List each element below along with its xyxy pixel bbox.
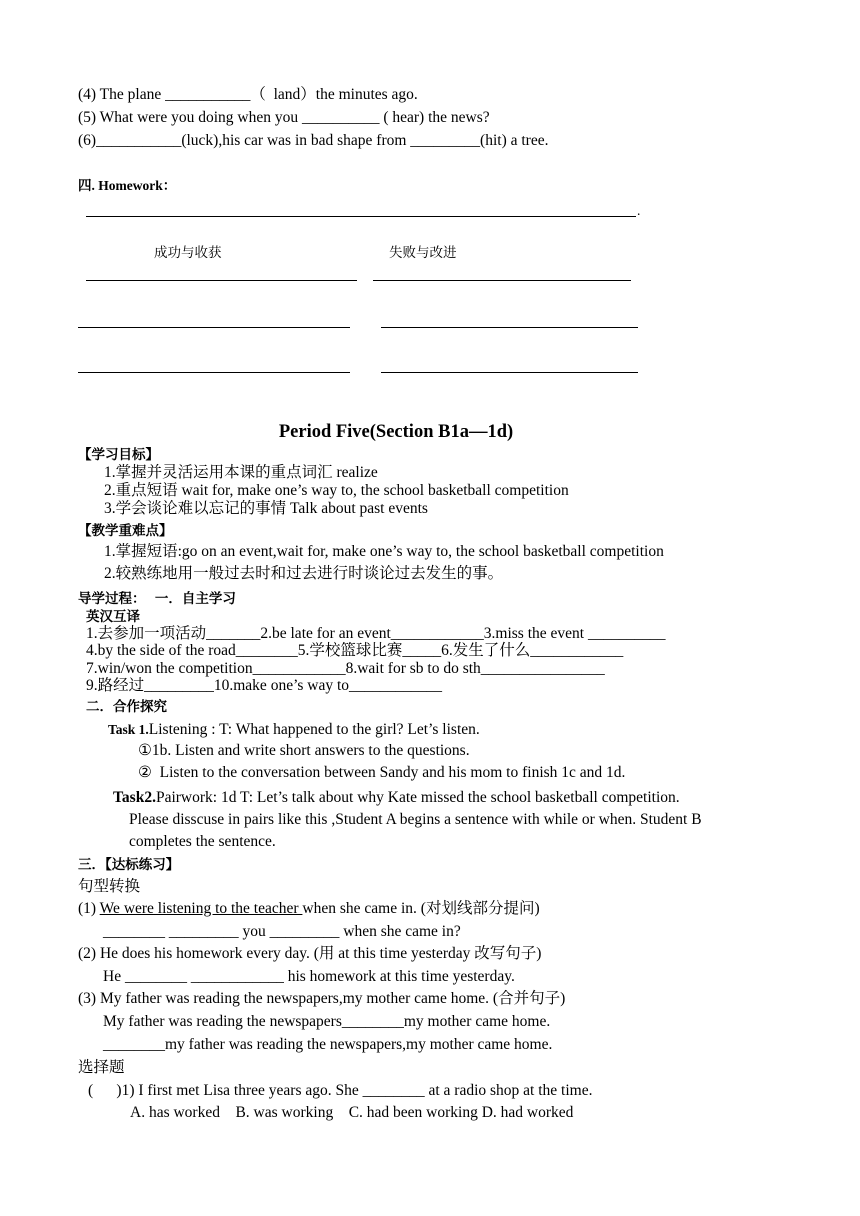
translate-row: 1.去参加一项活动_______2.be late for an event____________3.miss the event __________ bbox=[86, 625, 666, 642]
task1-label: Task 1. bbox=[108, 722, 149, 737]
task1-text: Listening : T: What happened to the girl? Let’s listen. bbox=[148, 721, 480, 738]
goals-heading: 【学习目标】 bbox=[78, 447, 159, 463]
question-1-answer: ________ _________ you _________ when she came in? bbox=[103, 923, 461, 940]
translate-row: 7.win/won the competition____________8.wait for sb to do sth________________ bbox=[86, 660, 605, 677]
task2-desc-1: Please disscuse in pairs like this ,Student A begins a sentence with while or when. Student B bbox=[129, 811, 702, 828]
period-title: Period Five(Section B1a—1d) bbox=[278, 422, 514, 442]
key-item: 1.掌握短语:go on an event,wait for, make one’s way to, the school basketball competition bbox=[104, 543, 664, 560]
question-2: (2) He does his homework every day. (用 at this time yesterday 改写句子) bbox=[78, 945, 542, 962]
key-item: 2.较熟练地用一般过去时和过去进行时谈论过去发生的事。 bbox=[104, 565, 504, 582]
translate-row: 9.路经过_________10.make one’s way to____________ bbox=[86, 677, 443, 694]
task2-label: Task2. bbox=[113, 789, 156, 806]
task2-text: Pairwork: 1d T: Let’s talk about why Kate missed the school basketball competition. bbox=[155, 789, 680, 806]
exercise-line-5: (5) What were you doing when you __________ ( hear) the news? bbox=[78, 109, 490, 126]
task2-line bbox=[113, 789, 680, 807]
success-rule-2 bbox=[78, 327, 350, 328]
homework-heading: 四. Homework： bbox=[78, 178, 177, 193]
question-3: (3) My father was reading the newspapers,my mother came home. (合并句子) bbox=[78, 990, 566, 1007]
question-1-underlined: We were listening to the teacher bbox=[99, 900, 303, 917]
translate-row: 4.by the side of the road________5.学校篮球比赛_____6.发生了什么____________ bbox=[86, 642, 624, 659]
failure-rule-3 bbox=[381, 372, 638, 373]
question-2-answer: He ________ ____________ his homework at this time yesterday. bbox=[103, 968, 515, 985]
question-1 bbox=[78, 900, 540, 918]
practice-heading: 三．【达标练习】 bbox=[78, 857, 180, 873]
failure-rule-2 bbox=[381, 327, 638, 328]
goal-item: 1.掌握并灵活运用本课的重点词汇 realize bbox=[104, 464, 378, 481]
homework-rule bbox=[86, 216, 636, 217]
question-3-answer-1: My father was reading the newspapers________my mother came home. bbox=[103, 1013, 551, 1030]
choice-subheading: 选择题 bbox=[78, 1058, 125, 1076]
failure-rule-1 bbox=[373, 280, 631, 281]
key-heading: 【教学重难点】 bbox=[78, 523, 173, 539]
success-rule-3 bbox=[78, 372, 350, 373]
goal-item: 2.重点短语 wait for, make one’s way to, the school basketball competition bbox=[104, 482, 569, 499]
translate-subheading: 英汉互译 bbox=[86, 609, 140, 625]
success-rule-1 bbox=[86, 280, 357, 281]
question-1-rest: when she came in. (对划线部分提问) bbox=[302, 900, 540, 917]
process-heading: 导学过程： 一．自主学习 bbox=[78, 591, 236, 607]
task2-desc-2: completes the sentence. bbox=[129, 833, 276, 850]
homework-rule-period: . bbox=[637, 203, 641, 218]
choice-question-1-options: A. has worked B. was working C. had been working D. had worked bbox=[130, 1104, 574, 1121]
failure-label: 失败与改进 bbox=[389, 245, 457, 261]
coop-heading: 二．合作探究 bbox=[86, 699, 167, 715]
task1-line bbox=[108, 721, 480, 739]
exercise-line-4: (4) The plane ___________（ land）the minutes ago. bbox=[78, 86, 418, 103]
transform-subheading: 句型转换 bbox=[78, 877, 141, 895]
choice-question-1: ( )1) I first met Lisa three years ago. She ________ at a radio shop at the time. bbox=[88, 1082, 593, 1099]
task1-item-b: ② Listen to the conversation between Sandy and his mom to finish 1c and 1d. bbox=[138, 764, 626, 781]
task1-item-a: ①1b. Listen and write short answers to the questions. bbox=[138, 742, 470, 759]
question-3-answer-2: ________my father was reading the newspapers,my mother came home. bbox=[103, 1036, 553, 1053]
success-label: 成功与收获 bbox=[154, 245, 222, 261]
exercise-line-6: (6)___________(luck),his car was in bad shape from _________(hit) a tree. bbox=[78, 132, 549, 149]
goal-item: 3.学会谈论难以忘记的事情 Talk about past events bbox=[104, 500, 428, 517]
question-1-number: (1) bbox=[78, 900, 100, 917]
